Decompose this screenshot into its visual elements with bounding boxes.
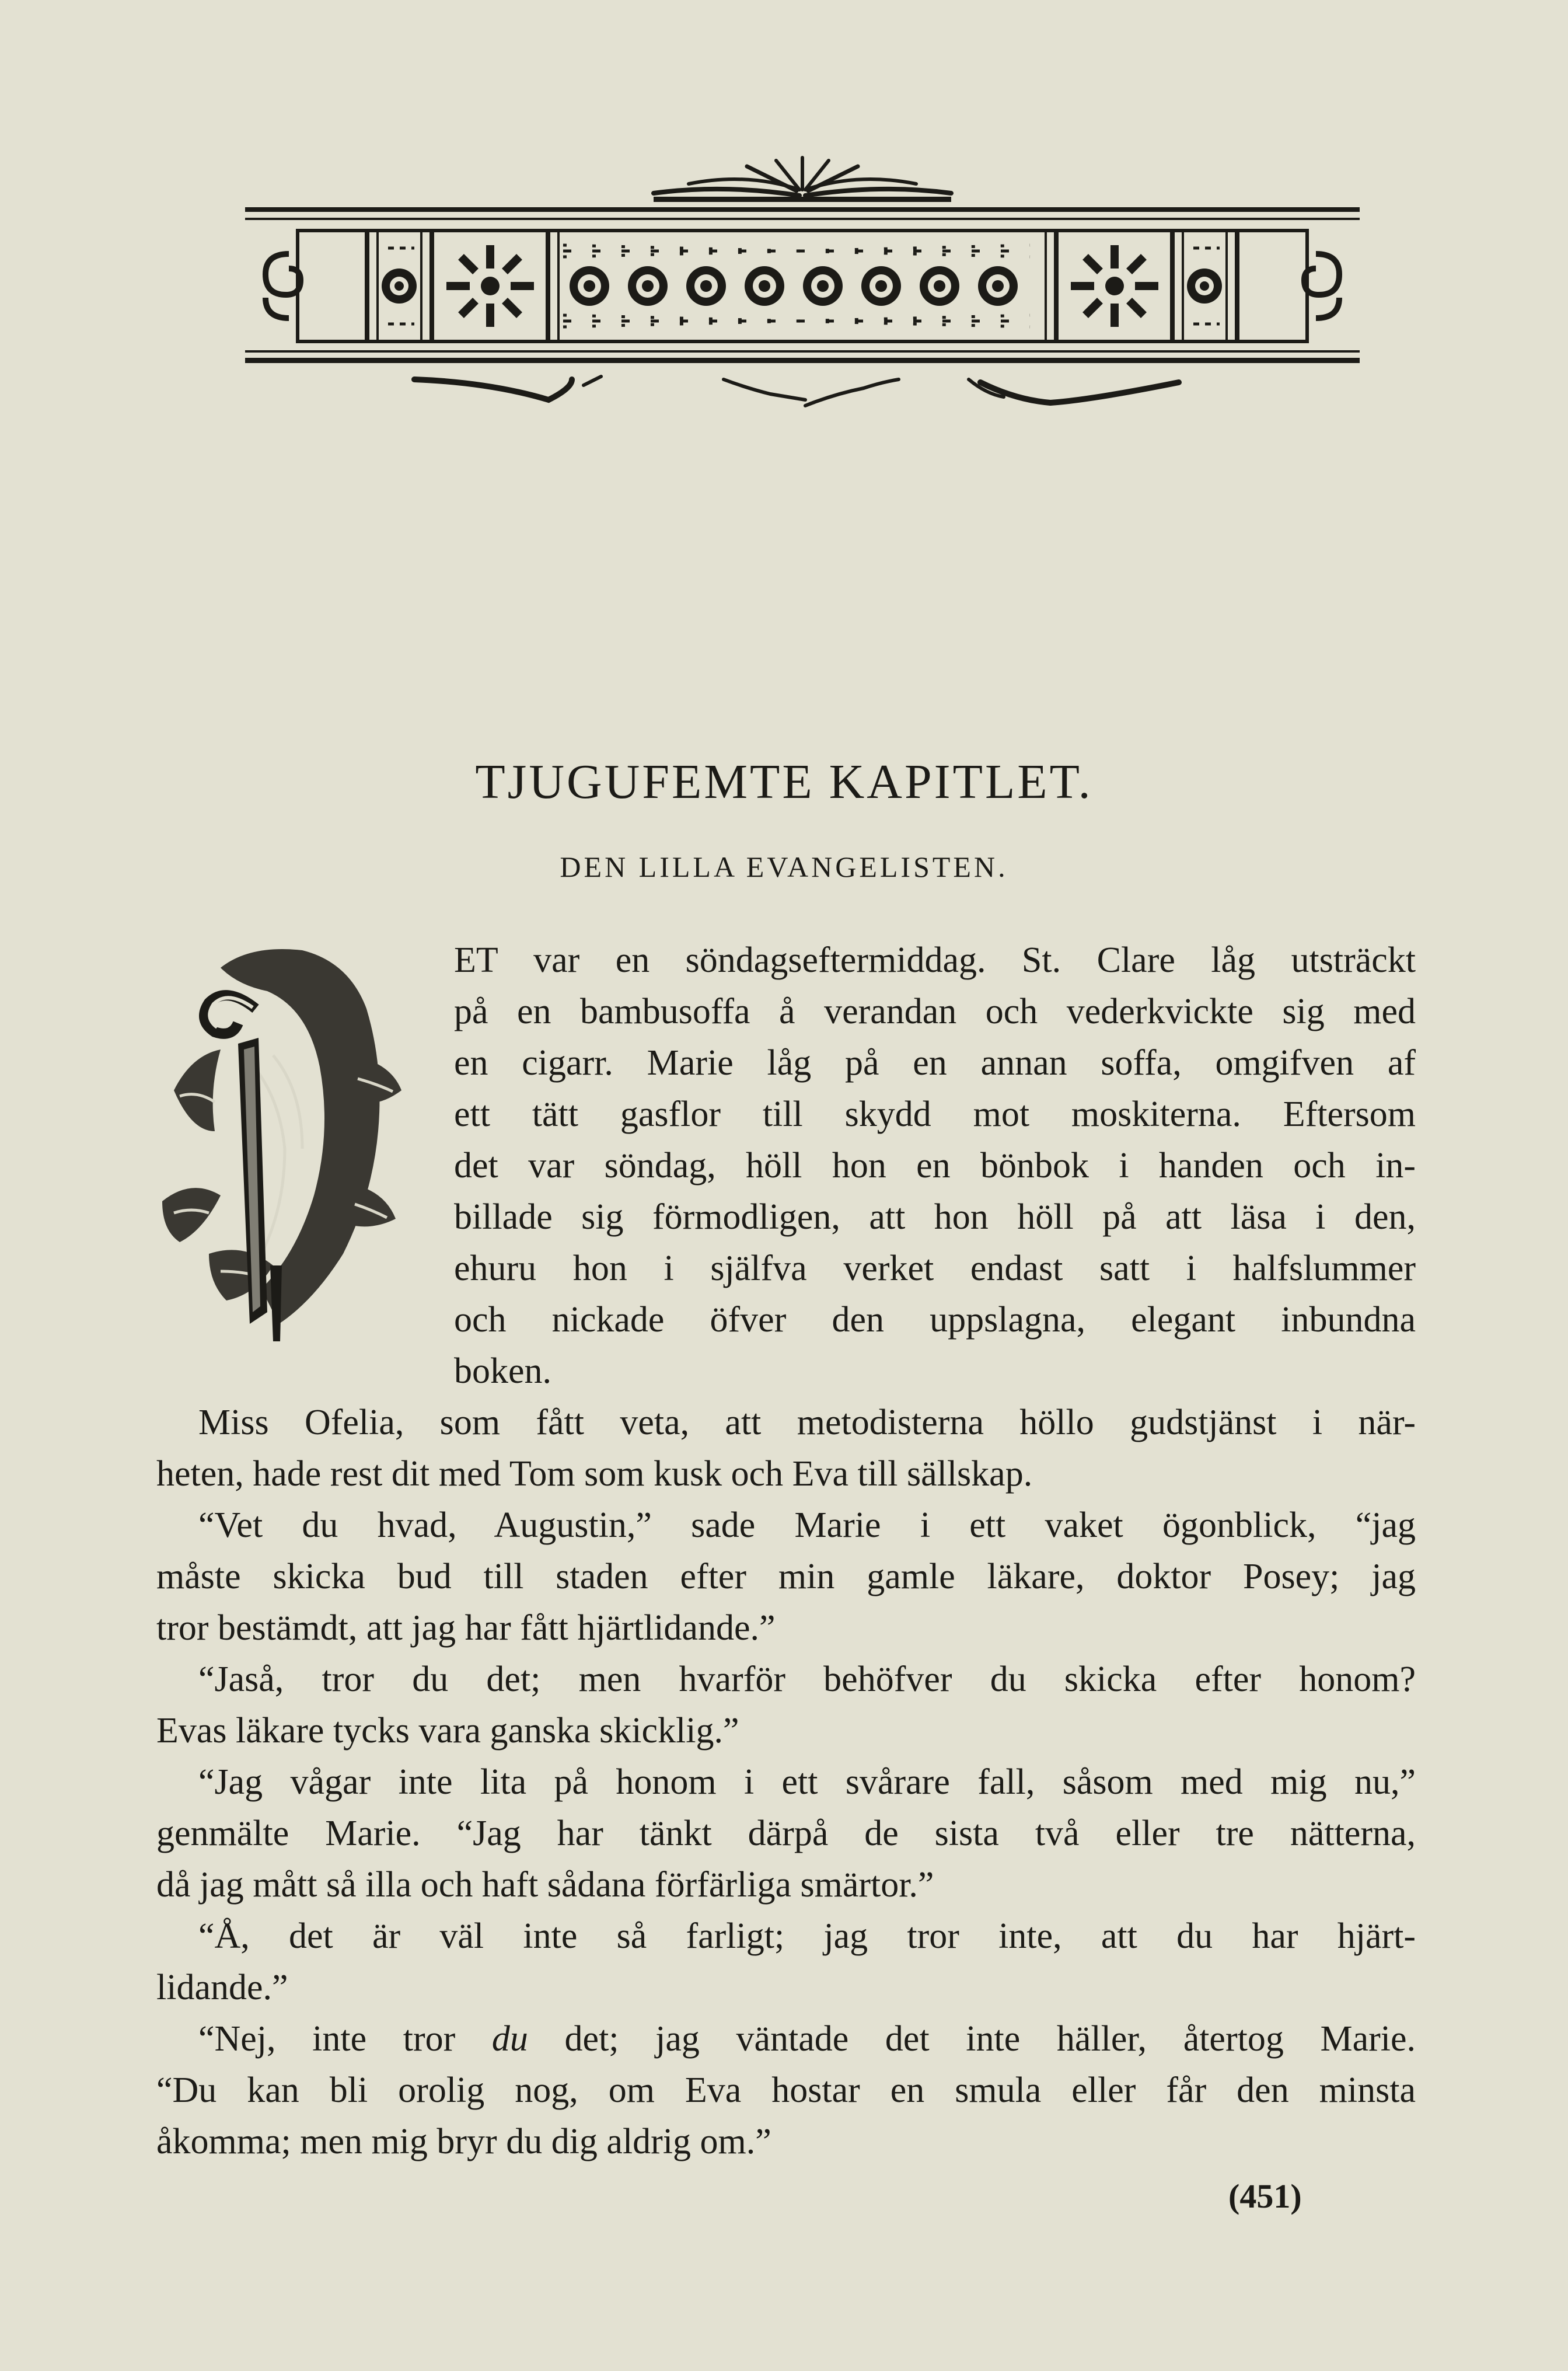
- text-line: “Vet du hvad, Augustin,” sade Marie i ett vaket ögonblick, “jag: [198, 1505, 1416, 1545]
- text-line: det var söndag, höll hon en bönbok i handen och in-: [454, 1146, 1416, 1186]
- decorated-initial-d-icon: [156, 939, 416, 1341]
- text-fragment: “Nej, inte tror: [198, 2019, 492, 2059]
- text-line: billade sig förmodligen, att hon höll på att läsa i den,: [454, 1197, 1416, 1237]
- text-line: ET var en söndagseftermiddag. St. Clare låg utsträckt: [454, 940, 1416, 980]
- text-line: “Du kan bli orolig nog, om Eva hostar en smula eller får den minsta: [156, 2070, 1416, 2110]
- text-line: “Jag vågar inte lita på honom i ett svårare fall, såsom med mig nu,”: [198, 1762, 1416, 1802]
- text-fragment: det; jag väntade det inte häller, återtog Marie.: [528, 2019, 1416, 2059]
- text-line: genmälte Marie. “Jag har tänkt därpå de sista två eller tre nätterna,: [156, 1814, 1416, 1853]
- text-line: Evas läkare tycks vara ganska skicklig.”: [156, 1711, 739, 1751]
- text-line: Miss Ofelia, som fått veta, att metodisterna höllo gudstjänst i när-: [198, 1403, 1416, 1442]
- text-line: boken.: [454, 1351, 552, 1391]
- text-line: en cigarr. Marie låg på en annan soffa, omgifven af: [454, 1043, 1416, 1083]
- chapter-title: TJUGUFEMTE KAPITLET.: [475, 755, 1093, 809]
- text-line: och nickade öfver den uppslagna, elegant inbundna: [454, 1300, 1416, 1340]
- text-line: på en bambusoffa å verandan och vederkvickte sig med: [454, 992, 1416, 1031]
- text-line: tror bestämdt, att jag har fått hjärtlidande.”: [156, 1608, 776, 1648]
- text-line: “Jaså, tror du det; men hvarför behöfver du skicka efter honom?: [198, 1659, 1416, 1699]
- chapter-subtitle: DEN LILLA EVANGELISTEN.: [560, 850, 1008, 883]
- text-line: åkomma; men mig bryr du dig aldrig om.”: [156, 2122, 771, 2161]
- emphasized-word: du: [491, 2019, 528, 2059]
- page-number: (451): [1228, 2177, 1302, 2215]
- text-line: ett tätt gasflor till skydd mot moskiterna. Eftersom: [454, 1094, 1416, 1134]
- text-line: ehuru hon i själfva verket endast satt i halfslummer: [454, 1249, 1416, 1288]
- text-line: heten, hade rest dit med Tom som kusk och Eva till sällskap.: [156, 1454, 1033, 1494]
- text-line: måste skicka bud till staden efter min gamle läkare, doktor Posey; jag: [156, 1557, 1416, 1596]
- text-line: då jag mått så illa och haft sådana förfärliga smärtor.”: [156, 1865, 934, 1905]
- ornamental-header-border-icon: [245, 149, 1360, 423]
- text-line: “Å, det är väl inte så farligt; jag tror inte, att du har hjärt-: [198, 1916, 1416, 1956]
- text-line: [198, 2016, 1416, 2062]
- text-line: lidande.”: [156, 1968, 288, 2007]
